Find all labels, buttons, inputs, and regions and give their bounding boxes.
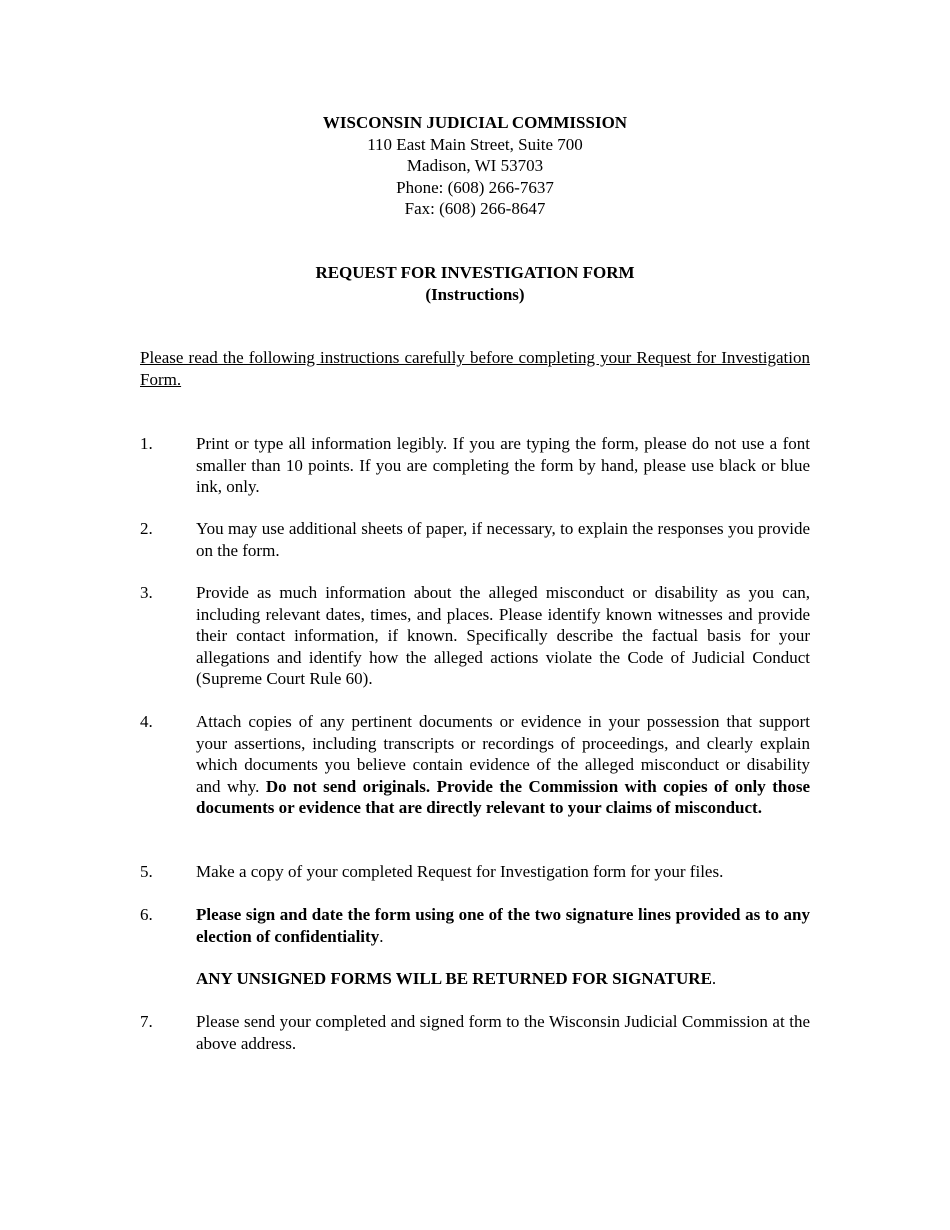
intro-instruction: Please read the following instructions carefully before completing your Request for Investigation Form.	[140, 348, 810, 389]
instruction-text	[196, 711, 810, 819]
instruction-number: 6.	[140, 905, 153, 924]
fax-number: Fax: (608) 266-8647	[404, 199, 546, 218]
instruction-trailing: .	[379, 926, 384, 946]
unsigned-notice-trailing: .	[711, 969, 717, 988]
instruction-text: Provide as much information about the alleged misconduct or disability as you can, including relevant dates, times, and places. Please identify known witnesses and provide their contact information, if known. Specifically describe the factual basis for your allegations and identify how the alleged actions violate the Code of Judicial Conduct (Supreme Court Rule 60).	[196, 583, 810, 688]
instruction-bold-text: Please sign and date the form using one of the two signature lines provided as to any election of confidentiality	[196, 905, 810, 946]
instruction-text	[196, 904, 810, 947]
unsigned-notice	[196, 968, 810, 990]
form-title-block	[0, 262, 950, 305]
unsigned-notice-text: ANY UNSIGNED FORMS WILL BE RETURNED FOR SIGNATURE	[196, 969, 712, 988]
letterhead	[0, 112, 950, 220]
instruction-bold-text: Do not send originals. Provide the Commission with copies of only those documents or evidence that are directly relevant to your claims of misconduct.	[196, 776, 810, 817]
instruction-number: 5.	[140, 862, 153, 881]
instruction-number: 4.	[140, 712, 153, 731]
instruction-number: 1.	[140, 434, 153, 453]
instruction-text: You may use additional sheets of paper, if necessary, to explain the responses you provide on the form.	[196, 519, 810, 560]
instruction-number: 3.	[140, 583, 153, 602]
form-title: REQUEST FOR INVESTIGATION FORM	[315, 263, 635, 282]
address-line-1: 110 East Main Street, Suite 700	[367, 134, 583, 154]
address-line-2: Madison, WI 53703	[406, 156, 544, 175]
org-name: WISCONSIN JUDICIAL COMMISSION	[322, 113, 628, 132]
instruction-text: Make a copy of your completed Request for Investigation form for your files.	[196, 862, 724, 881]
form-subtitle: (Instructions)	[425, 284, 525, 304]
instruction-number: 7.	[140, 1012, 153, 1031]
instruction-number: 2.	[140, 519, 153, 538]
instruction-text: Print or type all information legibly. If you are typing the form, please do not use a font smaller than 10 points. If you are completing the form by hand, please use black or blue ink, only.	[196, 434, 810, 496]
instruction-plain-text: Attach copies of any pertinent documents or evidence in your possession that support your assertions, including transcripts or recordings of proceedings, and clearly explain which documents you believe contain evidence of the alleged misconduct or disability and why.	[196, 712, 810, 796]
instruction-text: Please send your completed and signed form to the Wisconsin Judicial Commission at the above address.	[196, 1012, 810, 1053]
phone-number: Phone: (608) 266-7637	[396, 177, 554, 197]
